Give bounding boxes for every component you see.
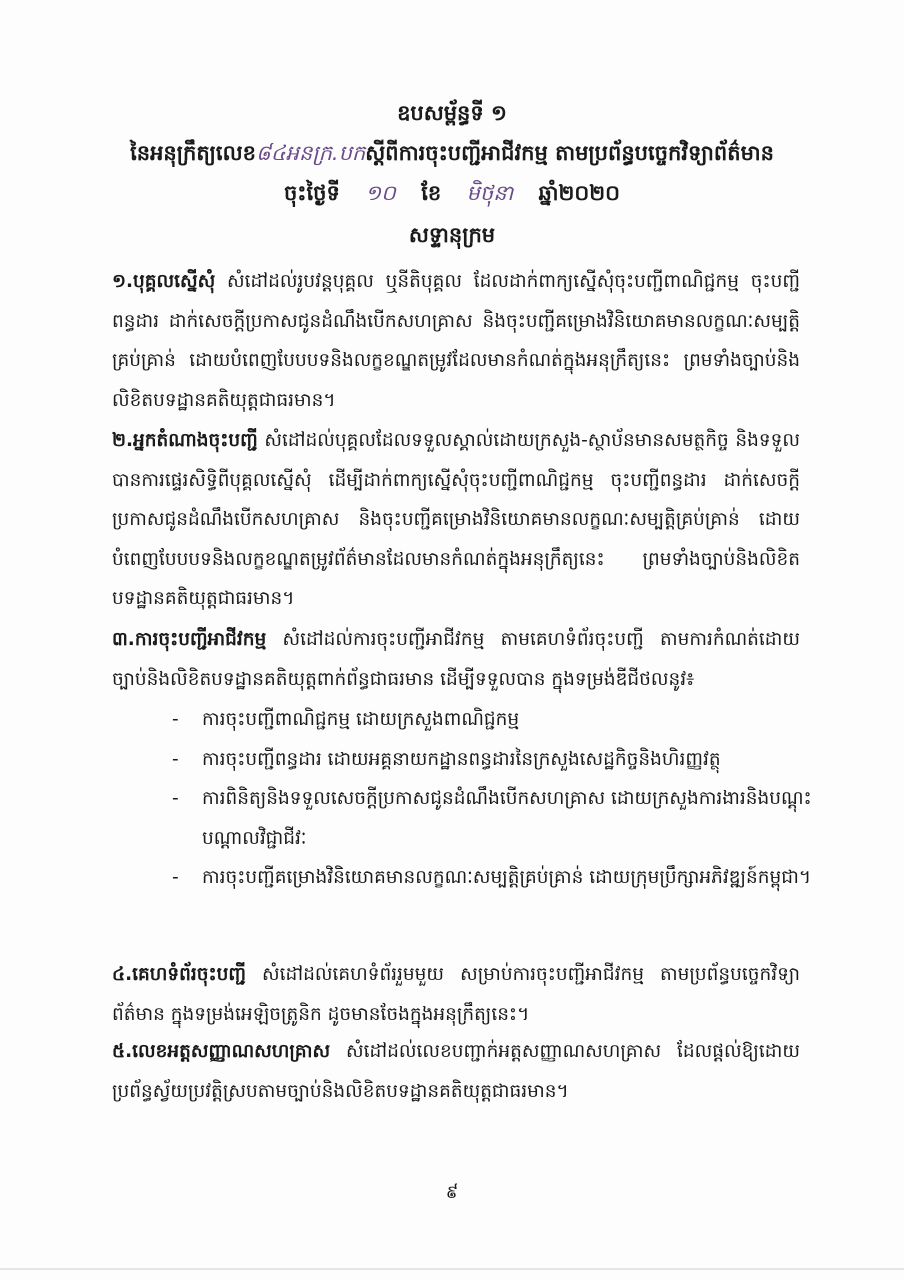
definition-term: ២.អ្នកតំណាងចុះបញ្ជី xyxy=(112,430,258,451)
definition-text: សំដៅដល់គេហទំព័ររួមមួយ សម្រាប់ការចុះបញ្ជីអាជីវកម្ម តាមប្រព័ន្ធបច្ចេកវិទ្យាព័ត៌មាន ក្នុងទម្រង់អេឡិចត្រូនិក ដូចមានចែងក្នុងអនុក្រឹត្យនេះ។ xyxy=(112,964,800,1025)
list-item: - ការចុះបញ្ជីគម្រោងវិនិយោគមានលក្ខណៈសម្បត្តិគ្រប់គ្រាន់ ដោយក្រុមប្រឹក្សាអភិវឌ្ឍន៍កម្ពុជា។ xyxy=(172,867,812,889)
handwritten-month: មិថុនា xyxy=(466,181,514,205)
definition-text: សំដៅដល់លេខបញ្ជាក់អត្តសញ្ញាណសហគ្រាស ដែលផ្តល់ឱ្យដោយប្រព័ន្ធស្វ័យប្រវត្តិស្របតាមច្បាប់និងលិខិតបទដ្ឋានគតិយុត្តជាធរមាន។ xyxy=(112,1041,800,1102)
month-label: ខែ xyxy=(421,181,442,205)
definition-3 xyxy=(112,620,800,699)
list-item: - ការចុះបញ្ជីពន្ធដារ ដោយអគ្គនាយកដ្ឋានពន្ធដារនៃក្រសួងសេដ្ឋកិច្ចនិងហិរញ្ញវត្ថុ xyxy=(172,748,721,770)
date-line xyxy=(0,180,904,211)
definition-text: សំដៅដល់បុគ្គលដែលទទួលស្គាល់ដោយក្រសួង-ស្ថាប័នមានសមត្ថកិច្ច និងទទួលបានការផ្ទេរសិទ្ធិពីបុគ្គលស្នើសុំ ដើម្បីដាក់ពាក្យស្នើសុំចុះបញ្ជីពាណិជ្ជកម្ម ចុះបញ្ជីពន្ធដារ ដាក់សេចក្តីប្រកាសជូនដំណឹងបើកសហគ្រាស និងចុះបញ្ជីគម្រោងវិនិយោគមានលក្ខណៈសម្បត្តិគ្រប់គ្រាន់ ដោយបំពេញបែបបទនិងលក្ខខណ្ឌតម្រូវព័ត៌មានដែលមានកំណត់ក្នុងអនុក្រឹត្យនេះ ព្រមទាំងច្បាប់និងលិខិតបទដ្ឋានគតិយុត្តជាធរមាន។ xyxy=(112,430,800,610)
page-number: ៩ xyxy=(445,1182,459,1203)
definition-term: ៣.ការចុះបញ្ជីអាជីវកម្ម xyxy=(112,629,267,650)
year: ឆ្នាំ២០២០ xyxy=(538,181,621,205)
subdecree-prefix: នៃអនុក្រឹត្យលេខ xyxy=(130,141,256,165)
definition-text: សំដៅដល់រូបវន្តបុគ្គល ឬនីតិបុគ្គល ដែលដាក់ពាក្យស្នើសុំចុះបញ្ជីពាណិជ្ជកម្ម ចុះបញ្ជីពន្ធដារ ដាក់សេចក្តីប្រកាសជូនដំណឹងបើកសហគ្រាស និងចុះបញ្ជីគម្រោងវិនិយោគមានលក្ខណៈសម្បត្តិគ្រប់គ្រាន់ ដោយបំពេញបែបបទនិងលក្ខខណ្ឌតម្រូវដែលមានកំណត់ក្នុងអនុក្រឹត្យនេះ ព្រមទាំងច្បាប់និងលិខិតបទដ្ឋានគតិយុត្តជាធរមាន។ xyxy=(112,271,800,411)
day-label: ចុះថ្ងៃទី xyxy=(283,181,340,205)
definition-term: ៤.គេហទំព័រចុះបញ្ជី xyxy=(112,964,246,985)
page-bottom-edge xyxy=(0,1268,904,1270)
definition-term: ៥.លេខអត្តសញ្ញាណសហគ្រាស xyxy=(112,1041,331,1062)
registration-list xyxy=(172,700,812,898)
definition-term: ១.បុគ្គលស្នើសុំ xyxy=(112,271,216,292)
glossary-heading: សទ្ទានុក្រម xyxy=(408,223,496,247)
definition-1 xyxy=(112,262,800,420)
definition-5 xyxy=(112,1032,800,1111)
list-item: - ការចុះបញ្ជីពាណិជ្ជកម្ម ដោយក្រសួងពាណិជ្ជកម្ម xyxy=(172,709,520,730)
subdecree-subject: ស្ដីពីការចុះបញ្ជីអាជីវកម្ម តាមប្រព័ន្ធបច្ចេកវិទ្យាព័ត៌មាន xyxy=(365,141,774,165)
handwritten-decree-number: ៨៤អនក្រ.បក xyxy=(255,141,366,165)
definition-text: សំដៅដល់ការចុះបញ្ជីអាជីវកម្ម តាមគេហទំព័រចុះបញ្ជី តាមការកំណត់ដោយច្បាប់និងលិខិតបទដ្ឋានគតិយុត្តពាក់ព័ន្ធជាធរមាន ដើម្បីទទួលបាន ក្នុងទម្រង់ឌីជីថលនូវ៖ xyxy=(112,629,800,690)
definition-2 xyxy=(112,421,800,619)
subdecree-reference xyxy=(0,140,904,171)
handwritten-day: ១០ xyxy=(365,181,396,205)
definition-4 xyxy=(112,955,800,1034)
annex-title: ឧបសម្ព័ន្ធទី ១ xyxy=(397,101,507,125)
list-item: - ការពិនិត្យនិងទទួលសេចក្តីប្រកាសជូនដំណឹងបើកសហគ្រាស ដោយក្រសួងការងារនិងបណ្តុះបណ្តាលវិជ្ជាជីវៈ xyxy=(172,788,812,849)
